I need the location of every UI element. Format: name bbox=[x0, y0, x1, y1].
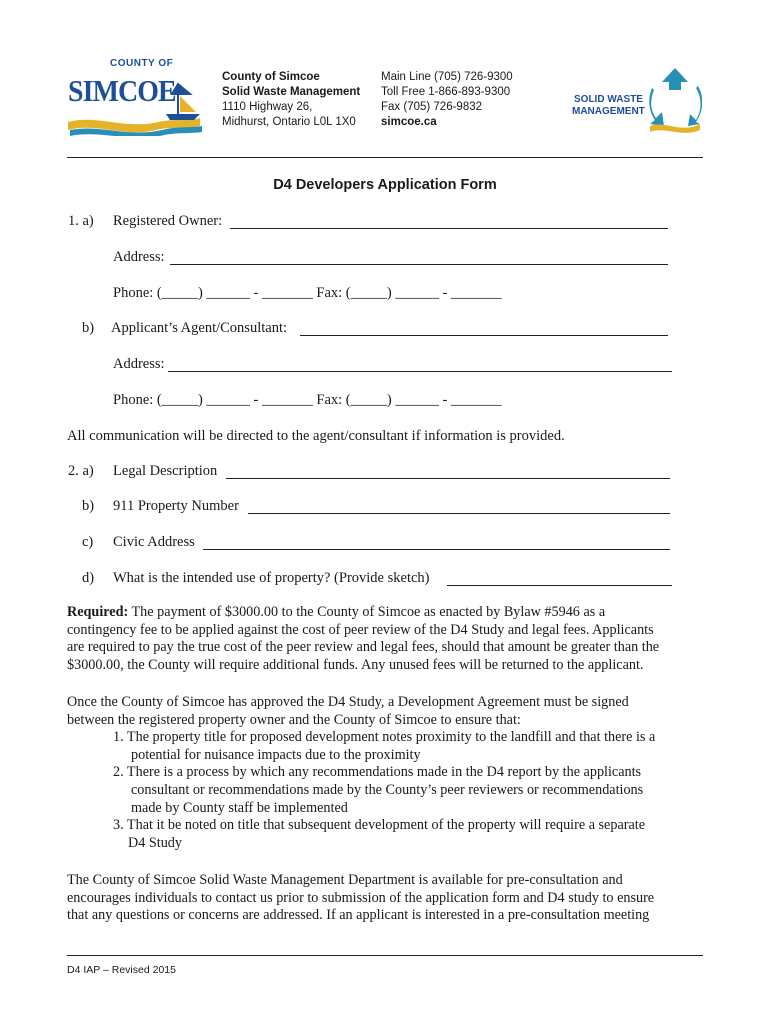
registered-owner-field[interactable] bbox=[230, 228, 668, 229]
agent-address-field[interactable] bbox=[168, 371, 672, 372]
address-line-city: Midhurst, Ontario L0L 1X0 bbox=[222, 116, 356, 128]
county-logo-top-text: COUNTY OF bbox=[110, 58, 174, 69]
owner-address-label: Address: bbox=[113, 249, 165, 265]
county-of-simcoe-logo bbox=[66, 56, 206, 136]
property-number-label: 911 Property Number bbox=[113, 498, 239, 514]
item-2c-number: c) bbox=[82, 534, 94, 550]
agreement-item-1: 1. The property title for proposed development notes proximity to the landfill and that there is a bbox=[113, 729, 656, 746]
contact-website: simcoe.ca bbox=[381, 116, 437, 128]
agreement-item-3: 3. That it be noted on title that subsequent development of the property will require a separate bbox=[113, 817, 646, 834]
legal-description-label: Legal Description bbox=[113, 463, 218, 479]
item-2a-number: 2. a) bbox=[68, 463, 94, 479]
item-1b-number: b) bbox=[82, 320, 95, 336]
county-logo-main-text: SIMCOE bbox=[68, 73, 176, 108]
civic-address-field[interactable] bbox=[203, 549, 670, 550]
consultation-paragraph bbox=[67, 872, 654, 925]
communication-note: All communication will be directed to the agent/consultant if information is provided. bbox=[67, 428, 565, 444]
form-title: D4 Developers Application Form bbox=[273, 177, 497, 193]
legal-description-field[interactable] bbox=[226, 478, 670, 479]
address-block bbox=[222, 70, 360, 130]
solid-waste-management-logo bbox=[570, 64, 702, 136]
item-2d-number: d) bbox=[82, 570, 95, 586]
agent-phone-fax-line[interactable]: Phone: (_____) ______ - _______ Fax: (_____) ______ - _______ bbox=[113, 392, 502, 408]
swm-logo-line2: MANAGEMENT bbox=[572, 106, 645, 117]
agent-consultant-field[interactable] bbox=[300, 335, 668, 336]
contact-main-line: Main Line (705) 726-9300 bbox=[381, 71, 513, 83]
agreement-item-2: 2. There is a process by which any recommendations made in the D4 report by the applicants bbox=[113, 764, 642, 781]
recycle-icon bbox=[648, 64, 702, 136]
address-line-org: County of Simcoe bbox=[222, 71, 320, 83]
registered-owner-label: Registered Owner: bbox=[113, 213, 223, 229]
agreement-paragraph bbox=[67, 694, 655, 852]
contact-block bbox=[381, 70, 513, 130]
required-line-1: The payment of $3000.00 to the County of Simcoe as enacted by Bylaw #5946 as a bbox=[128, 604, 606, 620]
consultation-line-2: encourages individuals to contact us prior to submission of the application form and D4 study to ensure bbox=[67, 889, 655, 906]
contact-fax: Fax (705) 726-9832 bbox=[381, 101, 483, 113]
required-label: Required: bbox=[67, 604, 129, 620]
item-1a-number: 1. a) bbox=[68, 213, 94, 229]
owner-phone-fax-line[interactable]: Phone: (_____) ______ - _______ Fax: (_____) ______ - _______ bbox=[113, 285, 502, 301]
agreement-line-1: Once the County of Simcoe has approved the D4 Study, a Development Agreement must be signed bbox=[67, 694, 629, 710]
required-line-3: are required to pay the true cost of the peer review and legal fees, should that amount be greater than the bbox=[67, 639, 660, 656]
consultation-line-1: The County of Simcoe Solid Waste Management Department is available for pre-consultation and bbox=[67, 872, 623, 888]
contact-toll-free: Toll Free 1-866-893-9300 bbox=[381, 86, 511, 98]
agreement-item-2-cont-2: made by County staff be implemented bbox=[131, 799, 348, 816]
agreement-line-2: between the registered property owner and the County of Simcoe to ensure that: bbox=[67, 711, 521, 728]
required-line-4: $3000.00, the County will require additional funds. Any unused fees will be returned to the applicant. bbox=[67, 656, 644, 673]
agreement-item-2-cont-1: consultant or recommendations made by the County’s peer reviewers or recommendations bbox=[131, 781, 644, 798]
swm-logo-line1: SOLID WASTE bbox=[574, 94, 643, 105]
intended-use-label: What is the intended use of property? (Provide sketch) bbox=[113, 570, 430, 586]
civic-address-label: Civic Address bbox=[113, 534, 195, 550]
header-divider bbox=[67, 157, 703, 158]
property-number-field[interactable] bbox=[248, 513, 670, 514]
intended-use-field[interactable] bbox=[447, 585, 672, 586]
footer-revision: D4 IAP – Revised 2015 bbox=[67, 964, 176, 976]
required-paragraph bbox=[67, 604, 659, 674]
address-line-street: 1110 Highway 26, bbox=[222, 101, 313, 113]
agreement-item-1-cont: potential for nuisance impacts due to the proximity bbox=[131, 746, 421, 763]
agreement-item-3-cont: D4 Study bbox=[128, 834, 182, 851]
owner-address-field[interactable] bbox=[170, 264, 668, 265]
address-line-dept: Solid Waste Management bbox=[222, 86, 361, 98]
item-2b-number: b) bbox=[82, 498, 95, 514]
footer-divider bbox=[67, 955, 703, 956]
agent-address-label: Address: bbox=[113, 356, 165, 372]
required-line-2: contingency fee to be applied against the cost of peer review of the D4 Study and legal fees. Applicants bbox=[67, 621, 654, 638]
agent-consultant-label: Applicant’s Agent/Consultant: bbox=[111, 320, 288, 336]
consultation-line-3: that any questions or concerns are addressed. If an applicant is interested in a pre-consultation meeting bbox=[67, 907, 650, 924]
